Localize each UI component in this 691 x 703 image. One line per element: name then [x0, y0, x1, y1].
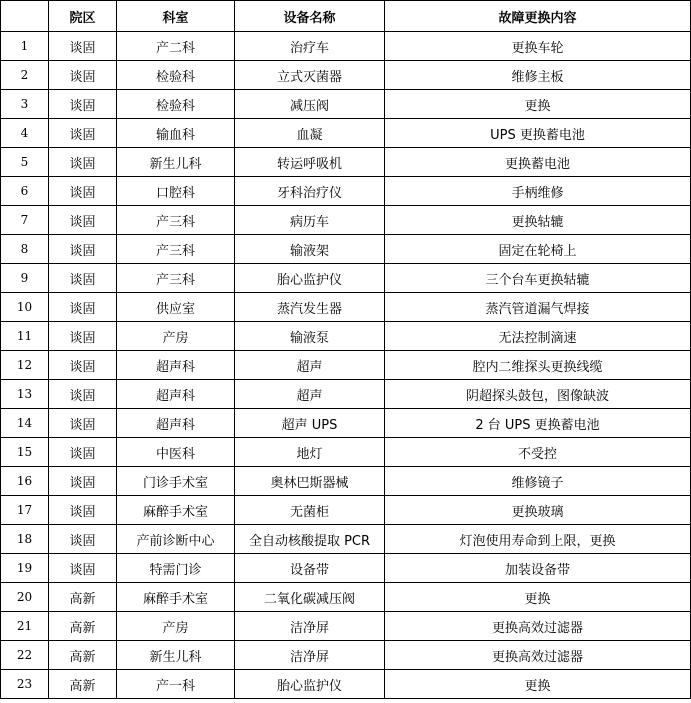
- row-number: 15: [1, 438, 49, 467]
- department-cell: 产房: [117, 612, 235, 641]
- department-cell: 超声科: [117, 351, 235, 380]
- fault-cell: 三个台车更换轱辘: [385, 264, 691, 293]
- device-cell: 超声: [235, 351, 385, 380]
- department-cell: 麻醉手术室: [117, 583, 235, 612]
- department-cell: 特需门诊: [117, 554, 235, 583]
- row-number: 17: [1, 496, 49, 525]
- table-row: [1, 119, 691, 148]
- device-cell: 转运呼吸机: [235, 148, 385, 177]
- device-cell: 血凝: [235, 119, 385, 148]
- department-cell: 中医科: [117, 438, 235, 467]
- table-row: [1, 235, 691, 264]
- device-cell: 输液架: [235, 235, 385, 264]
- row-number: 8: [1, 235, 49, 264]
- campus-cell: 谈固: [49, 467, 117, 496]
- row-number: 11: [1, 322, 49, 351]
- header-department: 科室: [117, 1, 235, 32]
- table-row: [1, 322, 691, 351]
- fault-cell: 腔内二维探头更换线缆: [385, 351, 691, 380]
- table-row: [1, 90, 691, 119]
- table-row: [1, 670, 691, 699]
- campus-cell: 高新: [49, 670, 117, 699]
- device-cell: 无菌柜: [235, 496, 385, 525]
- fault-cell: 维修镜子: [385, 467, 691, 496]
- department-cell: 超声科: [117, 380, 235, 409]
- campus-cell: 谈固: [49, 554, 117, 583]
- device-cell: 胎心监护仪: [235, 670, 385, 699]
- department-cell: 产三科: [117, 264, 235, 293]
- department-cell: 产三科: [117, 206, 235, 235]
- fault-cell: 更换玻璃: [385, 496, 691, 525]
- device-cell: 地灯: [235, 438, 385, 467]
- fault-cell: 无法控制滴速: [385, 322, 691, 351]
- department-cell: 输血科: [117, 119, 235, 148]
- table-row: [1, 148, 691, 177]
- department-cell: 检验科: [117, 90, 235, 119]
- campus-cell: 谈固: [49, 177, 117, 206]
- table-row: [1, 409, 691, 438]
- campus-cell: 谈固: [49, 32, 117, 61]
- department-cell: 新生儿科: [117, 148, 235, 177]
- table-row: [1, 467, 691, 496]
- campus-cell: 谈固: [49, 235, 117, 264]
- fault-cell: 更换: [385, 90, 691, 119]
- fault-cell: 更换轱辘: [385, 206, 691, 235]
- table-row: [1, 177, 691, 206]
- campus-cell: 高新: [49, 641, 117, 670]
- department-cell: 产二科: [117, 32, 235, 61]
- campus-cell: 谈固: [49, 61, 117, 90]
- table-row: [1, 583, 691, 612]
- campus-cell: 谈固: [49, 264, 117, 293]
- department-cell: 口腔科: [117, 177, 235, 206]
- device-cell: 病历车: [235, 206, 385, 235]
- table-row: [1, 264, 691, 293]
- fault-cell: UPS 更换蓄电池: [385, 119, 691, 148]
- fault-cell: 维修主板: [385, 61, 691, 90]
- device-cell: 洁净屏: [235, 612, 385, 641]
- table-row: [1, 612, 691, 641]
- department-cell: 新生儿科: [117, 641, 235, 670]
- row-number: 9: [1, 264, 49, 293]
- device-cell: 超声: [235, 380, 385, 409]
- header-campus: 院区: [49, 1, 117, 32]
- table-row: [1, 380, 691, 409]
- row-number: 12: [1, 351, 49, 380]
- header-row: [1, 1, 691, 32]
- device-cell: 治疗车: [235, 32, 385, 61]
- table-row: [1, 32, 691, 61]
- row-number: 3: [1, 90, 49, 119]
- device-cell: 减压阀: [235, 90, 385, 119]
- header-device: 设备名称: [235, 1, 385, 32]
- row-number: 22: [1, 641, 49, 670]
- fault-cell: 2 台 UPS 更换蓄电池: [385, 409, 691, 438]
- campus-cell: 谈固: [49, 119, 117, 148]
- campus-cell: 谈固: [49, 525, 117, 554]
- row-number: 21: [1, 612, 49, 641]
- campus-cell: 高新: [49, 612, 117, 641]
- row-number: 10: [1, 293, 49, 322]
- fault-cell: 更换: [385, 670, 691, 699]
- fault-cell: 固定在轮椅上: [385, 235, 691, 264]
- device-cell: 输液泵: [235, 322, 385, 351]
- row-number: 19: [1, 554, 49, 583]
- device-cell: 全自动核酸提取 PCR: [235, 525, 385, 554]
- row-number: 23: [1, 670, 49, 699]
- fault-cell: 加装设备带: [385, 554, 691, 583]
- row-number: 4: [1, 119, 49, 148]
- campus-cell: 谈固: [49, 438, 117, 467]
- fault-cell: 更换: [385, 583, 691, 612]
- device-cell: 二氧化碳减压阀: [235, 583, 385, 612]
- device-cell: 胎心监护仪: [235, 264, 385, 293]
- table-row: [1, 351, 691, 380]
- row-number: 13: [1, 380, 49, 409]
- table-row: [1, 206, 691, 235]
- table-row: [1, 641, 691, 670]
- device-cell: 洁净屏: [235, 641, 385, 670]
- table-row: [1, 61, 691, 90]
- device-cell: 蒸汽发生器: [235, 293, 385, 322]
- row-number: 7: [1, 206, 49, 235]
- fault-cell: 更换车轮: [385, 32, 691, 61]
- campus-cell: 谈固: [49, 322, 117, 351]
- campus-cell: 谈固: [49, 351, 117, 380]
- table-row: [1, 496, 691, 525]
- campus-cell: 谈固: [49, 380, 117, 409]
- table-row: [1, 438, 691, 467]
- header-index: [1, 1, 49, 32]
- table-body: [1, 32, 691, 699]
- department-cell: 麻醉手术室: [117, 496, 235, 525]
- row-number: 1: [1, 32, 49, 61]
- department-cell: 产房: [117, 322, 235, 351]
- row-number: 6: [1, 177, 49, 206]
- row-number: 14: [1, 409, 49, 438]
- campus-cell: 谈固: [49, 496, 117, 525]
- fault-cell: 阴超探头鼓包，图像缺波: [385, 380, 691, 409]
- campus-cell: 谈固: [49, 148, 117, 177]
- campus-cell: 谈固: [49, 293, 117, 322]
- department-cell: 产一科: [117, 670, 235, 699]
- campus-cell: 谈固: [49, 409, 117, 438]
- department-cell: 超声科: [117, 409, 235, 438]
- row-number: 2: [1, 61, 49, 90]
- table-row: [1, 293, 691, 322]
- campus-cell: 谈固: [49, 206, 117, 235]
- header-fault: 故障更换内容: [385, 1, 691, 32]
- table-row: [1, 554, 691, 583]
- row-number: 18: [1, 525, 49, 554]
- fault-cell: 更换高效过滤器: [385, 612, 691, 641]
- device-cell: 立式灭菌器: [235, 61, 385, 90]
- department-cell: 产前诊断中心: [117, 525, 235, 554]
- fault-cell: 灯泡使用寿命到上限，更换: [385, 525, 691, 554]
- row-number: 5: [1, 148, 49, 177]
- fault-cell: 蒸汽管道漏气焊接: [385, 293, 691, 322]
- department-cell: 供应室: [117, 293, 235, 322]
- device-cell: 奥林巴斯器械: [235, 467, 385, 496]
- department-cell: 产三科: [117, 235, 235, 264]
- device-cell: 超声 UPS: [235, 409, 385, 438]
- table-row: [1, 525, 691, 554]
- row-number: 20: [1, 583, 49, 612]
- campus-cell: 高新: [49, 583, 117, 612]
- department-cell: 检验科: [117, 61, 235, 90]
- fault-cell: 不受控: [385, 438, 691, 467]
- device-cell: 设备带: [235, 554, 385, 583]
- fault-cell: 手柄维修: [385, 177, 691, 206]
- campus-cell: 谈固: [49, 90, 117, 119]
- fault-cell: 更换蓄电池: [385, 148, 691, 177]
- fault-cell: 更换高效过滤器: [385, 641, 691, 670]
- device-cell: 牙科治疗仪: [235, 177, 385, 206]
- department-cell: 门诊手术室: [117, 467, 235, 496]
- row-number: 16: [1, 467, 49, 496]
